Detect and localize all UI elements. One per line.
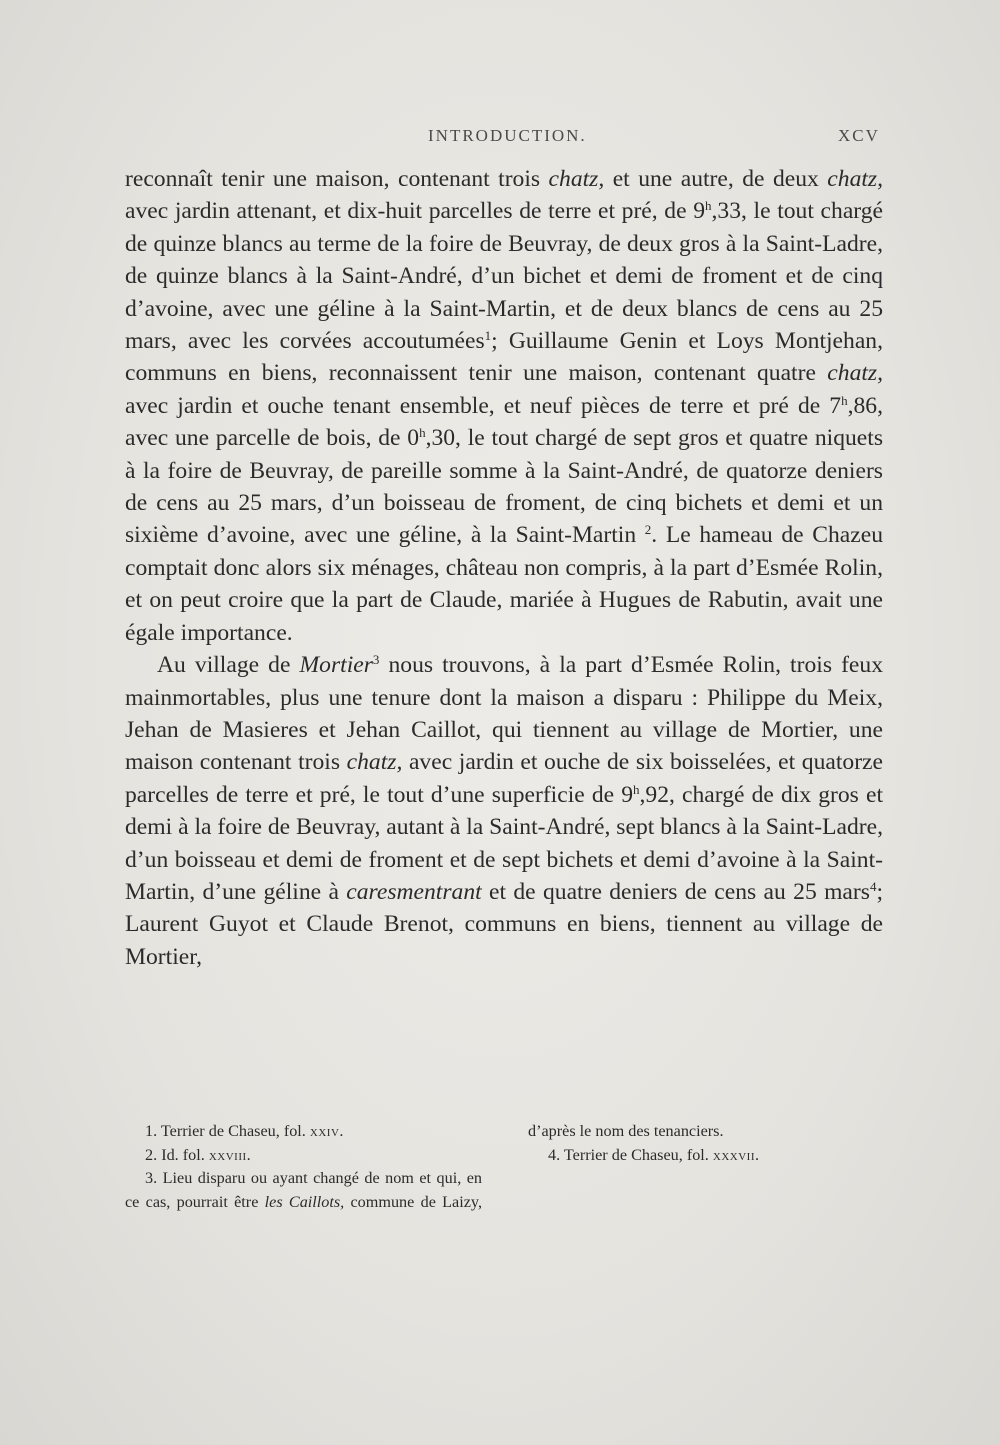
folio-ref: xxxvii. <box>712 1145 760 1164</box>
running-title: INTRODUCTION. <box>428 126 587 145</box>
footnote-ref: 4 <box>869 878 877 894</box>
footnote <box>528 1144 885 1168</box>
footnote-ref: 3 <box>372 652 380 668</box>
footnote-text: Lieu disparu ou ayant changé de nom et qui, en ce cas, pourrait être <box>125 1169 483 1211</box>
text-run: avec jardin et ouche tenant ensemble, et neuf pièces de terre et pré de 7 <box>125 392 842 419</box>
unit-superscript: h <box>633 781 640 797</box>
footnote <box>125 1144 482 1168</box>
running-head <box>0 120 1000 150</box>
italic-term: chatz, <box>827 166 883 192</box>
footnote-ref: 2 <box>644 522 652 538</box>
paragraph <box>125 163 883 649</box>
text-run: avec jardin et ouche de six boisselées, et quatorze parcelles de terre et pré, le tout d’une superficie de 9 <box>125 749 884 808</box>
text-run: . Le hameau de Chazeu comptait donc alors six ménages, château non compris, à la part d’Esmée Rolin, et on peut croire que la part de Claude, mariée à Hugues de Rabutin, avait une égale importance. <box>125 522 883 646</box>
italic-term: chatz, <box>827 360 883 387</box>
footnote-text: commune de Laizy, d’après le nom des tenanciers. <box>344 1122 724 1211</box>
footnote-ref: 1 <box>484 328 492 344</box>
text-run: ,30, le tout chargé de sept gros et quatre niquets à la foire de Beuvray, de pareille somme à la Saint-André, de quatorze deniers de cens au 25 mars, d’un boisseau de froment, de cinq bichets et demi et un sixième d’avoine, avec une géline, à la Saint-Martin <box>125 425 884 549</box>
paragraph <box>125 649 883 973</box>
text-run: et de quatre deniers de cens au 25 mars <box>481 878 870 905</box>
footnote-number: 4. <box>548 1145 561 1164</box>
text-run: et une autre, de deux <box>604 166 828 192</box>
page-number: XCV <box>838 126 880 145</box>
folio-ref: xxiv. <box>309 1122 344 1140</box>
folio-ref: xxviii. <box>208 1145 252 1164</box>
italic-term: Mortier <box>299 652 373 679</box>
footnote-number: 3. <box>145 1169 158 1187</box>
text-run: avec jardin attenant, et dix-huit parcelles de terre et pré, de 9 <box>125 198 706 225</box>
footnote-text: Terrier de Chaseu, fol. <box>563 1145 713 1164</box>
footnotes <box>125 1120 885 1214</box>
unit-superscript: h <box>841 392 848 408</box>
unit-superscript: h <box>705 198 712 214</box>
footnote-text: Id. fol. <box>161 1145 209 1164</box>
text-run: reconnaît tenir une maison, contenant trois <box>125 166 549 192</box>
text-run: ; Laurent Guyot et Claude Brenot, communs en biens, tiennent au village de Mortier, <box>125 878 883 970</box>
body-text <box>125 163 883 973</box>
italic-term: chatz, <box>548 166 605 192</box>
text-run: nous trouvons, à la part d’Esmée Rolin, trois feux mainmortables, plus une tenure dont la maison a disparu : Philippe du Meix, Jehan de Masieres et Jehan Caillot, qui tiennent au village de Mortier, une maison contenant trois <box>125 652 883 776</box>
text-run: ,86, avec une parcelle de bois, de 0 <box>125 392 883 452</box>
footnote-number: 1. <box>145 1122 158 1140</box>
text-run: ,33, le tout chargé de quinze blancs au terme de la foire de Beuvray, de deux gros à la Saint-Ladre, de quinze blancs à la Saint-André, d’un bichet et demi de froment et de cinq d’avoine, avec une géline à la Saint-Martin, et de deux blancs de cens au 25 mars, avec les corvées accoutumées <box>125 198 883 355</box>
italic-term: les Caillots, <box>264 1192 345 1211</box>
text-run: Au village de <box>157 652 300 679</box>
text-run: ,92, chargé de dix gros et demi à la foire de Beuvray, autant à la Saint-André, sept blancs à la Saint-Ladre, d’un boisseau et demi de froment et de sept bichets et demi d’avoine à la Saint-Martin, d’une géline à <box>125 781 883 905</box>
footnote-number: 2. <box>145 1145 158 1164</box>
footnote-text: Terrier de Chaseu, fol. <box>160 1122 310 1140</box>
text-run: ; Guillaume Genin et Loys Montjehan, communs en biens, reconnaissent tenir une maison, contenant quatre <box>125 328 883 387</box>
italic-term: chatz, <box>346 749 403 776</box>
unit-superscript: h <box>419 425 426 441</box>
italic-term: caresmentrant <box>346 878 482 905</box>
footnote <box>125 1120 482 1144</box>
